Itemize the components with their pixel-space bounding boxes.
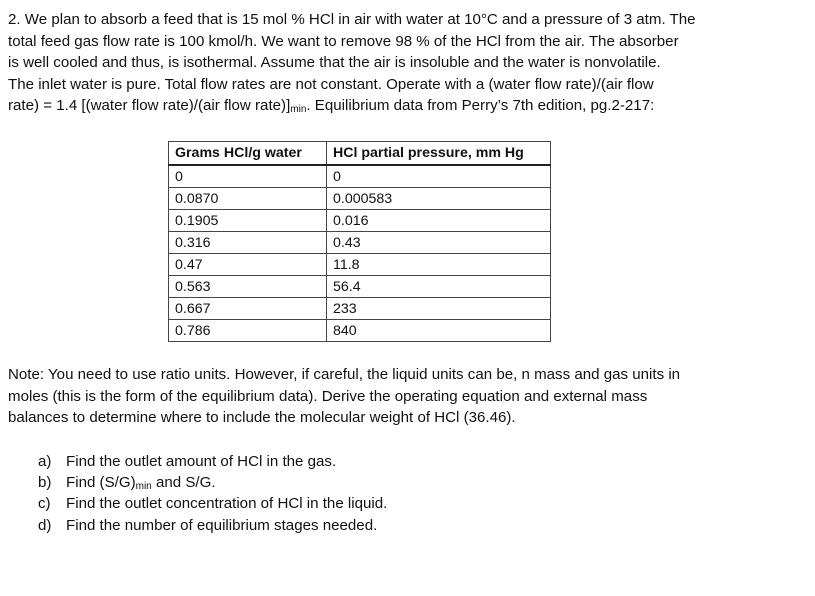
question-c bbox=[38, 493, 387, 514]
problem-text: rate) = 1.4 [(water flow rate)/(air flow rate)] bbox=[8, 97, 291, 114]
table-row bbox=[169, 298, 551, 320]
problem-line bbox=[8, 95, 736, 117]
column-header: Grams HCl/g water bbox=[169, 142, 327, 166]
question-d bbox=[38, 515, 387, 536]
table-row bbox=[169, 320, 551, 342]
table-row bbox=[169, 254, 551, 276]
table-cell: 11.8 bbox=[327, 254, 551, 276]
question-text-part: and S/G. bbox=[151, 474, 216, 492]
table-cell: 0.1905 bbox=[169, 210, 327, 232]
table-cell: 0.43 bbox=[327, 232, 551, 254]
problem-text: . Equilibrium data from Perry’s 7th edition, pg.2-217: bbox=[306, 97, 655, 114]
table-cell: 0.000583 bbox=[327, 188, 551, 210]
table-cell: 0.47 bbox=[169, 254, 327, 276]
table-cell: 0 bbox=[169, 165, 327, 188]
table-cell: 233 bbox=[327, 298, 551, 320]
column-header: HCl partial pressure, mm Hg bbox=[327, 142, 551, 166]
table-row bbox=[169, 165, 551, 188]
table-row bbox=[169, 210, 551, 232]
question-text: Find the outlet amount of HCl in the gas. bbox=[66, 453, 337, 470]
table-cell: 0.563 bbox=[169, 276, 327, 298]
problem-statement bbox=[8, 9, 736, 117]
equilibrium-data-table bbox=[168, 141, 551, 342]
note-line: balances to determine where to include the molecular weight of HCl (36.46). bbox=[8, 409, 516, 426]
question-list bbox=[38, 451, 387, 536]
note-paragraph bbox=[8, 364, 736, 429]
question-marker: b) bbox=[38, 474, 52, 492]
table-cell: 0 bbox=[327, 165, 551, 188]
problem-line: is well cooled and thus, is isothermal. Assume that the air is insoluble and the water is nonvolatile. bbox=[8, 54, 661, 71]
question-a bbox=[38, 451, 387, 472]
table-cell: 840 bbox=[327, 320, 551, 342]
question-text: Find the outlet concentration of HCl in the liquid. bbox=[66, 495, 388, 513]
table-cell: 56.4 bbox=[327, 276, 551, 298]
question-marker: a) bbox=[38, 453, 52, 470]
table-row bbox=[169, 276, 551, 298]
table-header-row bbox=[169, 142, 551, 166]
question-text-part: Find (S/G) bbox=[66, 474, 136, 492]
subscript-min: min bbox=[290, 104, 307, 115]
problem-line: 2. We plan to absorb a feed that is 15 mol % HCl in air with water at 10°C and a pressure of 3 atm. The bbox=[8, 11, 696, 28]
question-text bbox=[66, 472, 216, 493]
problem-line: The inlet water is pure. Total flow rates are not constant. Operate with a (water flow rate)/(air flow bbox=[8, 75, 654, 93]
question-text: Find the number of equilibrium stages needed. bbox=[66, 516, 378, 534]
table-cell: 0.016 bbox=[327, 210, 551, 232]
table-row bbox=[169, 188, 551, 210]
note-line: Note: You need to use ratio units. However, if careful, the liquid units can be, n mass and gas units in bbox=[8, 366, 681, 383]
note-line: moles (this is the form of the equilibrium data). Derive the operating equation and external mass bbox=[8, 387, 648, 405]
question-marker: c) bbox=[38, 495, 51, 513]
question-marker: d) bbox=[38, 516, 52, 534]
table-cell: 0.0870 bbox=[169, 188, 327, 210]
table-cell: 0.786 bbox=[169, 320, 327, 342]
problem-line: total feed gas flow rate is 100 kmol/h. We want to remove 98 % of the HCl from the air. The absorber bbox=[8, 32, 679, 50]
table-cell: 0.667 bbox=[169, 298, 327, 320]
subscript-min: min bbox=[135, 481, 152, 493]
question-b bbox=[38, 472, 387, 493]
table-cell: 0.316 bbox=[169, 232, 327, 254]
table-row bbox=[169, 232, 551, 254]
